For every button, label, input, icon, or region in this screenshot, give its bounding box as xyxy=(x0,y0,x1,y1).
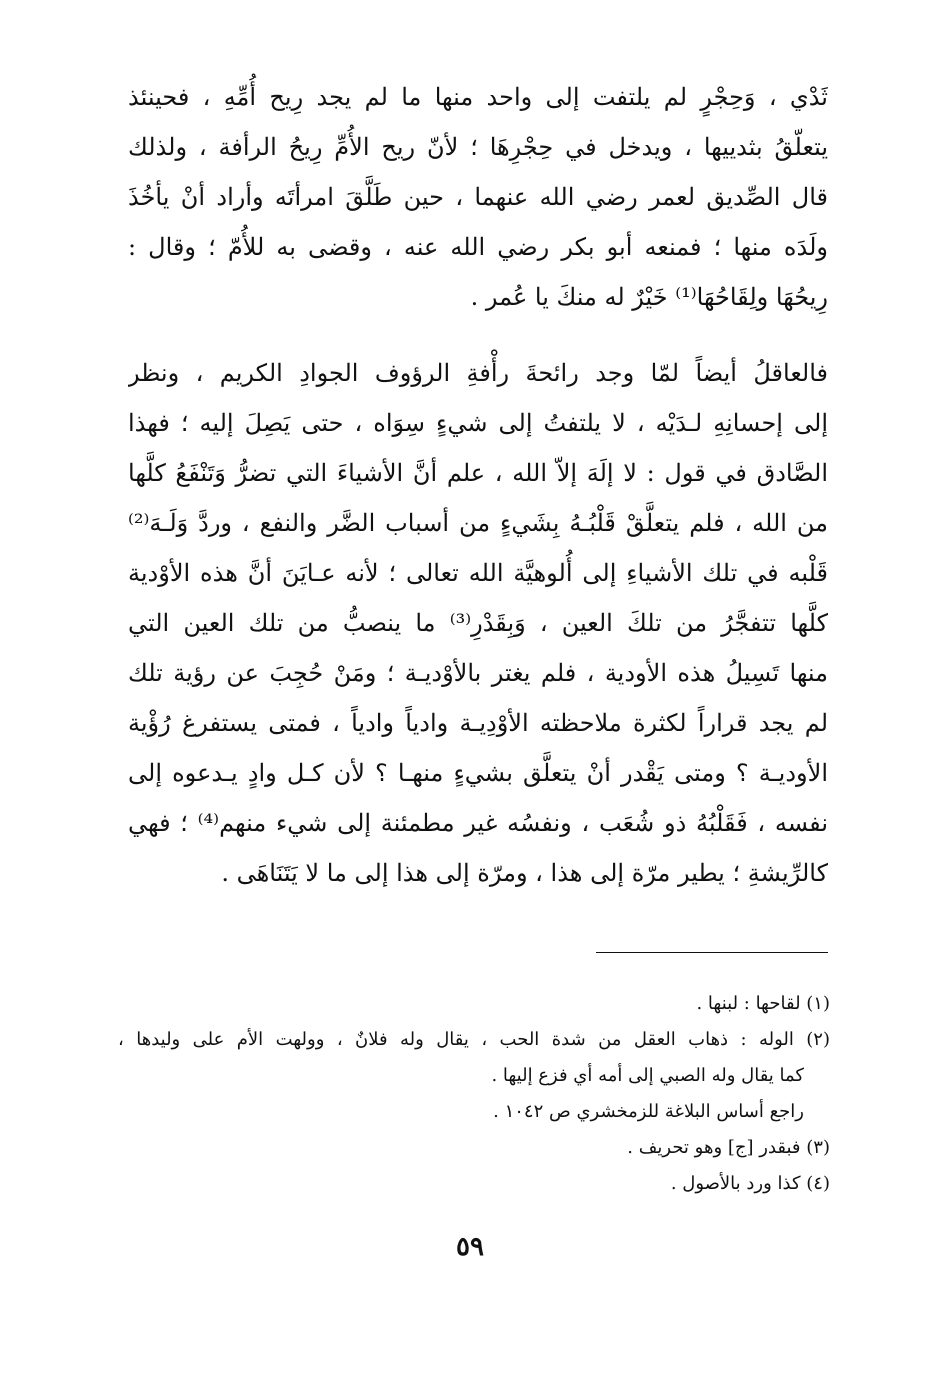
paragraph-2 xyxy=(128,348,828,898)
text-line: من الله ، فلم يتعلَّقْ قَلْبُـهُ بِشَيءٍ من أسباب الضَّر والنفع ، وردَّ وَلَـهَ⁽²⁾ xyxy=(128,509,828,537)
main-text xyxy=(128,72,828,898)
text-line: يتعلّقُ بثدييها ، ويدخل في حِجْرِهَا ؛ لأنّ ريح الأُمِّ رِيحُ الرأفة ، ولذلك xyxy=(128,133,828,161)
footnote-2: (٢) الوله : ذهاب العقل من شدة الحب ، يقال وله فلانٌ ، وولهت الأم على وليدها ، xyxy=(118,1029,830,1050)
footnote-separator xyxy=(596,952,828,953)
text-line: ثَدْي ، وَحِجْرٍ لم يلتفت إلى واحد منها ما لم يجد رِيح أُمِّهِ ، فحينئذ xyxy=(128,83,828,111)
text-line: إلى إحسانِهِ لـدَيْه ، لا يلتفتُ إلى شيءٍ سِوَاه ، حتى يَصِلَ إليه ؛ فهذا xyxy=(128,409,828,437)
text-line: فالعاقلُ أيضاً لمّا وجد رائحةَ رأْفةِ الرؤوف الجوادِ الكريم ، ونظر xyxy=(128,359,828,387)
text-line: ولَدَه منها ؛ فمنعه أبو بكر رضي الله عنه ، وقضى به للأُمّ ؛ وقال : xyxy=(128,233,828,261)
text-line: كالرِّيشةِ ؛ يطير مرّة إلى هذا ، ومرّة إلى هذا إلى ما لا يَتَنَاهَى . xyxy=(221,859,828,887)
text-line: الصَّادق في قول : لا إلَهَ إلاّ الله ، علم أنَّ الأشياءَ التي تضرُّ وَتَنْفَعُ كلَّها xyxy=(128,459,828,487)
text-line: نفسه ، فَقَلْبُهُ ذو شُعَب ، ونفسُه غير مطمئنة إلى شيء منهم⁽⁴⁾ ؛ فهي xyxy=(128,809,828,837)
footnotes xyxy=(118,986,830,1202)
text-line: قال الصِّديق لعمر رضي الله عنهما ، حين طَلَّقَ امرأتَه وأراد أنْ يأخُذَ xyxy=(128,183,828,211)
text-line: منها تَسِيلُ هذه الأودية ، فلم يغتر بالأوْديـة ؛ ومَنْ حُجِبَ عن رؤية تلك xyxy=(128,659,828,687)
text-line: قَلْبه في تلك الأشياءِ إلى أُلوهيَّة الله تعالى ؛ لأنه عـايَنَ أنَّ هذه الأوْدية xyxy=(128,559,828,587)
paragraph-1 xyxy=(128,72,828,322)
page-number: ٥٩ xyxy=(456,1232,484,1262)
footnote-2-continuation: كما يقال وله الصبي إلى أمه أي فزع إليها . xyxy=(491,1065,804,1086)
footnote-1: (١) لقاحها : لبنها . xyxy=(696,993,830,1014)
paragraph-spacer xyxy=(128,322,828,348)
footnote-4: (٤) كذا ورد بالأصول . xyxy=(670,1173,830,1194)
text-line: الأوديـة ؟ ومتى يَقْدر أنْ يتعلَّق بشيءٍ منهـا ؟ لأن كـل وادٍ يـدعوه إلى xyxy=(128,759,828,787)
text-line: رِيحُهَا ولِقَاحُهَا⁽¹⁾ خَيْرٌ له منكَ يا عُمر . xyxy=(470,283,828,311)
footnote-2-reference: راجع أساس البلاغة للزمخشري ص ١٠٤٢ . xyxy=(493,1101,804,1122)
footnote-3: (٣) فبقدر [ج] وهو تحريف . xyxy=(627,1137,830,1158)
text-line: كلَّها تتفجَّرُ من تلكَ العين ، وَبِقَدْرِ⁽³⁾ ما ينصبُّ من تلك العين التي xyxy=(128,609,828,637)
text-line: لم يجد قراراً لكثرة ملاحظته الأوْدِيـة وادياً وادياً ، فمتى يستفرغ رُؤْية xyxy=(128,709,828,737)
